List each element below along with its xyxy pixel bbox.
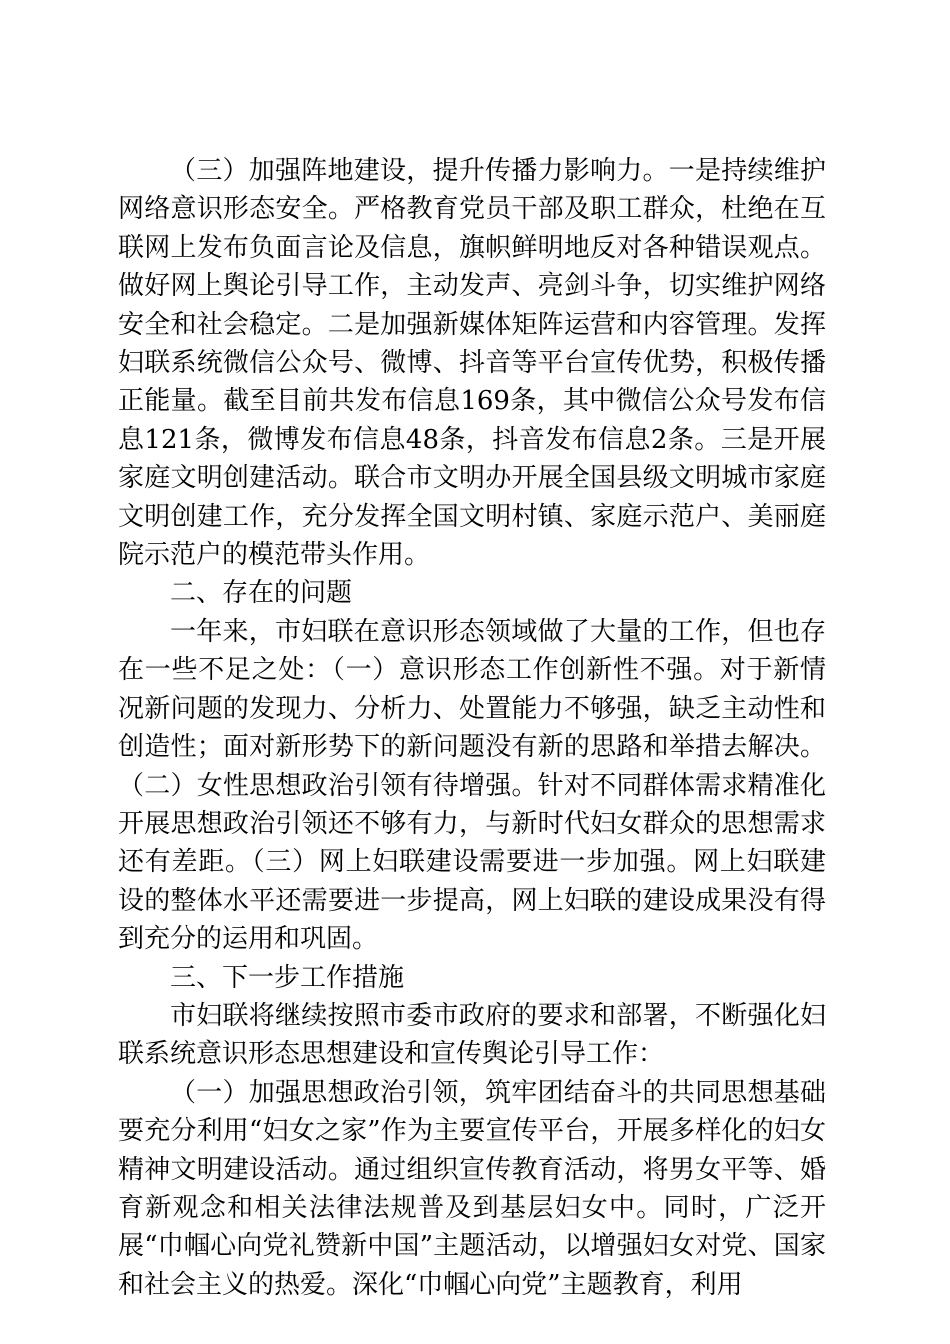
paragraph-ideological-guidance: （一）加强思想政治引领，筑牢团结奋斗的共同思想基础要充分利用“妇女之家”作为主要宣传平台，开展多样化的妇女精神文明建设活动。通过组织宣传教育活动，将男女平等、婚育新观念和相关法律法规普及到基层妇女中。同时，广泛开展“巾帼心向党礼赞新中国”主题活动，以增强妇女对党、国家和社会主义的热爱。深化“巾帼心向党”主题教育，利用 bbox=[118, 1077, 826, 1300]
paragraph-propaganda-platform: （三）加强阵地建设，提升传播力影响力。一是持续维护网络意识形态安全。严格教育党员干部及职工群众，杜绝在互联网上发布负面言论及信息，旗帜鲜明地反对各种错误观点。做好网上舆论引导工作，主动发声、亮剑斗争，切实维护网络安全和社会稳定。二是加强新媒体矩阵运营和内容管理。发挥妇联系统微信公众号、微博、抖音等平台宣传优势，积极传播正能量。截至目前共发布信息169条，其中微信公众号发布信息121条，微博发布信息48条，抖音发布信息2条。三是开展家庭文明创建活动。联合市文明办开展全国县级文明城市家庭文明创建工作，充分发挥全国文明村镇、家庭示范户、美丽庭院示范户的模范带头作用。 bbox=[118, 156, 826, 571]
document-page bbox=[118, 152, 826, 1304]
heading-next-steps: 三、下一步工作措施 bbox=[170, 962, 405, 993]
paragraph-next-steps-intro: 市妇联将继续按照市委市政府的要求和部署，不断强化妇联系统意识形态思想建设和宣传舆论引导工作： bbox=[118, 1000, 826, 1070]
paragraph-problems: 一年来，市妇联在意识形态领域做了大量的工作，但也存在一些不足之处：（一）意识形态工作创新性不强。对于新情况新问题的发现力、分析力、处置能力不够强，缺乏主动性和创造性；面对新形势下的新问题没有新的思路和举措去解决。（二）女性思想政治引领有待增强。针对不同群体需求精准化开展思想政治引领还不够有力，与新时代妇女群众的思想需求还有差距。（三）网上妇联建设需要进一步加强。网上妇联建设的整体水平还需要进一步提高，网上妇联的建设成果没有得到充分的运用和巩固。 bbox=[118, 616, 826, 955]
heading-existing-problems: 二、存在的问题 bbox=[170, 578, 353, 609]
